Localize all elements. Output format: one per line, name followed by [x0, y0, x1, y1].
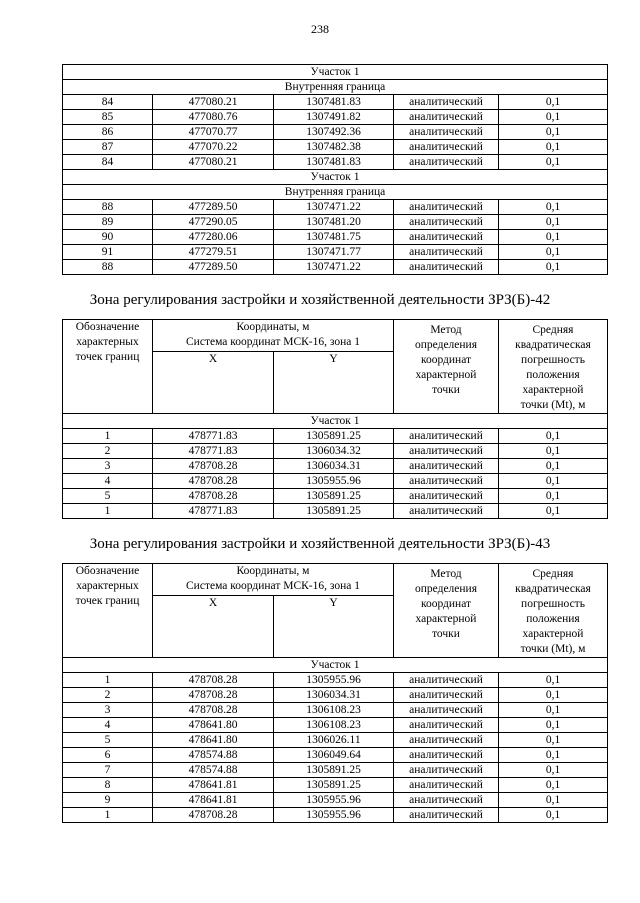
method-cell: аналитический: [394, 155, 499, 170]
continuation-coordinates-table: [62, 64, 608, 275]
point-number-cell: 3: [63, 459, 153, 474]
zone-43-title: Зона регулирования застройки и хозяйственной деятельности ЗРЗ(Б)-43: [89, 536, 551, 552]
point-number-cell: 8: [63, 778, 153, 793]
error-cell: 0,1: [499, 95, 608, 110]
x-coordinate-cell: 478708.28: [153, 489, 274, 504]
point-number-cell: 7: [63, 763, 153, 778]
y-coordinate-cell: 1306034.31: [274, 688, 394, 703]
plot-label: Участок 1: [63, 170, 608, 185]
plot-label: Участок 1: [63, 658, 608, 673]
x-coordinate-cell: 478641.81: [153, 793, 274, 808]
x-coordinate-cell: 478708.28: [153, 474, 274, 489]
error-header: Средняя квадратическая погрешность положения характерной точки (Mt), м: [499, 320, 608, 414]
error-cell: 0,1: [499, 140, 608, 155]
point-number-cell: 2: [63, 688, 153, 703]
error-cell: 0,1: [499, 215, 608, 230]
point-number-cell: 4: [63, 718, 153, 733]
label-row: [63, 414, 608, 429]
x-coordinate-cell: 477080.21: [153, 155, 274, 170]
label-row: [63, 80, 608, 95]
error-cell: 0,1: [499, 808, 608, 823]
y-coordinate-cell: 1305891.25: [274, 429, 394, 444]
table-row: [63, 504, 608, 519]
y-coordinate-cell: 1307491.82: [274, 110, 394, 125]
x-coordinate-cell: 478641.80: [153, 718, 274, 733]
coordinates-header: Координаты, м Система координат МСК-16, зона 1: [153, 564, 394, 596]
y-coordinate-cell: 1307481.83: [274, 155, 394, 170]
method-cell: аналитический: [394, 245, 499, 260]
x-coordinate-cell: 478771.83: [153, 444, 274, 459]
error-cell: 0,1: [499, 459, 608, 474]
y-coordinate-cell: 1307481.20: [274, 215, 394, 230]
x-coordinate-cell: 478708.28: [153, 459, 274, 474]
method-cell: аналитический: [394, 688, 499, 703]
method-cell: аналитический: [394, 459, 499, 474]
continuation-table-body: [63, 65, 608, 275]
point-number-cell: 6: [63, 748, 153, 763]
y-coordinate-cell: 1305891.25: [274, 489, 394, 504]
plot-label: Участок 1: [63, 414, 608, 429]
plot-label: Участок 1: [63, 65, 608, 80]
error-cell: 0,1: [499, 110, 608, 125]
zone-42-table-header: [63, 320, 608, 414]
x-coordinate-cell: 478708.28: [153, 808, 274, 823]
x-coordinate-cell: 478641.81: [153, 778, 274, 793]
zone-42-table: [62, 319, 608, 519]
x-coordinate-cell: 478708.28: [153, 703, 274, 718]
table-row: [63, 155, 608, 170]
table-row: [63, 125, 608, 140]
method-cell: аналитический: [394, 793, 499, 808]
table-row: [63, 673, 608, 688]
error-cell: 0,1: [499, 444, 608, 459]
error-cell: 0,1: [499, 125, 608, 140]
error-cell: 0,1: [499, 763, 608, 778]
method-cell: аналитический: [394, 110, 499, 125]
point-number-cell: 5: [63, 489, 153, 504]
point-number-cell: 1: [63, 504, 153, 519]
error-cell: 0,1: [499, 733, 608, 748]
x-coordinate-cell: 477279.51: [153, 245, 274, 260]
x-coordinate-cell: 478574.88: [153, 763, 274, 778]
table-row: [63, 230, 608, 245]
x-coordinate-cell: 478771.83: [153, 504, 274, 519]
method-cell: аналитический: [394, 215, 499, 230]
method-cell: аналитический: [394, 703, 499, 718]
y-coordinate-cell: 1307471.22: [274, 200, 394, 215]
table-row: [63, 215, 608, 230]
table-row: [63, 140, 608, 155]
method-cell: аналитический: [394, 260, 499, 275]
zone-43-table-body: [63, 658, 608, 823]
method-cell: аналитический: [394, 200, 499, 215]
method-cell: аналитический: [394, 230, 499, 245]
zone-43-table-header: [63, 564, 608, 658]
error-cell: 0,1: [499, 474, 608, 489]
x-coordinate-cell: 478771.83: [153, 429, 274, 444]
y-coordinate-cell: 1307471.22: [274, 260, 394, 275]
method-cell: аналитический: [394, 95, 499, 110]
table-row: [63, 718, 608, 733]
error-cell: 0,1: [499, 260, 608, 275]
error-cell: 0,1: [499, 718, 608, 733]
error-cell: 0,1: [499, 793, 608, 808]
y-coordinate-cell: 1307481.83: [274, 95, 394, 110]
zone-42-title: Зона регулирования застройки и хозяйственной деятельности ЗРЗ(Б)-42: [89, 292, 551, 308]
table-row: [63, 260, 608, 275]
table-row: [63, 763, 608, 778]
y-coordinate-cell: 1306049.64: [274, 748, 394, 763]
y-coordinate-cell: 1307482.38: [274, 140, 394, 155]
y-coordinate-cell: 1306034.32: [274, 444, 394, 459]
point-number-cell: 1: [63, 429, 153, 444]
y-coordinate-cell: 1306108.23: [274, 718, 394, 733]
x-coordinate-cell: 477080.76: [153, 110, 274, 125]
point-number-cell: 1: [63, 673, 153, 688]
error-header: Средняя квадратическая погрешность положения характерной точки (Mt), м: [499, 564, 608, 658]
error-cell: 0,1: [499, 688, 608, 703]
y-coordinate-cell: 1305891.25: [274, 763, 394, 778]
table-row: [63, 489, 608, 504]
designation-header: Обозначение характерных точек границ: [63, 320, 153, 414]
point-number-cell: 89: [63, 215, 153, 230]
y-coordinate-cell: 1305891.25: [274, 778, 394, 793]
point-number-cell: 9: [63, 793, 153, 808]
error-cell: 0,1: [499, 200, 608, 215]
label-row: [63, 658, 608, 673]
y-coordinate-cell: 1305955.96: [274, 793, 394, 808]
table-row: [63, 688, 608, 703]
table-row: [63, 245, 608, 260]
method-cell: аналитический: [394, 474, 499, 489]
table-row: [63, 808, 608, 823]
y-coordinate-cell: 1306026.11: [274, 733, 394, 748]
method-cell: аналитический: [394, 808, 499, 823]
point-number-cell: 86: [63, 125, 153, 140]
point-number-cell: 88: [63, 260, 153, 275]
point-number-cell: 84: [63, 155, 153, 170]
table-row: [63, 459, 608, 474]
y-header: Y: [274, 352, 394, 414]
y-coordinate-cell: 1307481.75: [274, 230, 394, 245]
zone-42-table-body: [63, 414, 608, 519]
method-cell: аналитический: [394, 504, 499, 519]
table-row: [63, 474, 608, 489]
point-number-cell: 91: [63, 245, 153, 260]
label-row: [63, 185, 608, 200]
method-cell: аналитический: [394, 733, 499, 748]
y-header: Y: [274, 596, 394, 658]
error-cell: 0,1: [499, 504, 608, 519]
x-coordinate-cell: 477289.50: [153, 260, 274, 275]
y-coordinate-cell: 1306034.31: [274, 459, 394, 474]
designation-header: Обозначение характерных точек границ: [63, 564, 153, 658]
x-coordinate-cell: 478641.80: [153, 733, 274, 748]
x-header: X: [153, 352, 274, 414]
error-cell: 0,1: [499, 703, 608, 718]
point-number-cell: 85: [63, 110, 153, 125]
table-row: [63, 444, 608, 459]
coordinates-header: Координаты, м Система координат МСК-16, зона 1: [153, 320, 394, 352]
y-coordinate-cell: 1305955.96: [274, 474, 394, 489]
error-cell: 0,1: [499, 230, 608, 245]
point-number-cell: 5: [63, 733, 153, 748]
y-coordinate-cell: 1306108.23: [274, 703, 394, 718]
zone-43-table: [62, 563, 608, 823]
table-row: [63, 733, 608, 748]
method-cell: аналитический: [394, 140, 499, 155]
method-cell: аналитический: [394, 125, 499, 140]
method-cell: аналитический: [394, 748, 499, 763]
boundary-label: Внутренняя граница: [63, 185, 608, 200]
x-coordinate-cell: 477070.22: [153, 140, 274, 155]
point-number-cell: 3: [63, 703, 153, 718]
y-coordinate-cell: 1305955.96: [274, 808, 394, 823]
x-coordinate-cell: 477290.05: [153, 215, 274, 230]
x-coordinate-cell: 478574.88: [153, 748, 274, 763]
error-cell: 0,1: [499, 673, 608, 688]
point-number-cell: 88: [63, 200, 153, 215]
x-coordinate-cell: 477080.21: [153, 95, 274, 110]
y-coordinate-cell: 1307471.77: [274, 245, 394, 260]
method-cell: аналитический: [394, 444, 499, 459]
x-coordinate-cell: 477070.77: [153, 125, 274, 140]
point-number-cell: 4: [63, 474, 153, 489]
table-row: [63, 429, 608, 444]
error-cell: 0,1: [499, 748, 608, 763]
method-cell: аналитический: [394, 429, 499, 444]
table-row: [63, 778, 608, 793]
table-row: [63, 200, 608, 215]
y-coordinate-cell: 1307492.36: [274, 125, 394, 140]
error-cell: 0,1: [499, 489, 608, 504]
page-number: 238: [311, 22, 329, 36]
table-row: [63, 95, 608, 110]
method-cell: аналитический: [394, 763, 499, 778]
method-cell: аналитический: [394, 673, 499, 688]
table-row: [63, 703, 608, 718]
boundary-label: Внутренняя граница: [63, 80, 608, 95]
x-coordinate-cell: 477280.06: [153, 230, 274, 245]
x-header: X: [153, 596, 274, 658]
point-number-cell: 2: [63, 444, 153, 459]
method-cell: аналитический: [394, 489, 499, 504]
table-row: [63, 748, 608, 763]
method-cell: аналитический: [394, 718, 499, 733]
error-cell: 0,1: [499, 778, 608, 793]
method-header: Метод определения координат характерной точки: [394, 564, 499, 658]
x-coordinate-cell: 478708.28: [153, 688, 274, 703]
label-row: [63, 65, 608, 80]
label-row: [63, 170, 608, 185]
y-coordinate-cell: 1305891.25: [274, 504, 394, 519]
point-number-cell: 90: [63, 230, 153, 245]
method-cell: аналитический: [394, 778, 499, 793]
error-cell: 0,1: [499, 429, 608, 444]
point-number-cell: 87: [63, 140, 153, 155]
error-cell: 0,1: [499, 245, 608, 260]
error-cell: 0,1: [499, 155, 608, 170]
point-number-cell: 84: [63, 95, 153, 110]
y-coordinate-cell: 1305955.96: [274, 673, 394, 688]
point-number-cell: 1: [63, 808, 153, 823]
table-row: [63, 793, 608, 808]
x-coordinate-cell: 477289.50: [153, 200, 274, 215]
method-header: Метод определения координат характерной точки: [394, 320, 499, 414]
table-row: [63, 110, 608, 125]
x-coordinate-cell: 478708.28: [153, 673, 274, 688]
